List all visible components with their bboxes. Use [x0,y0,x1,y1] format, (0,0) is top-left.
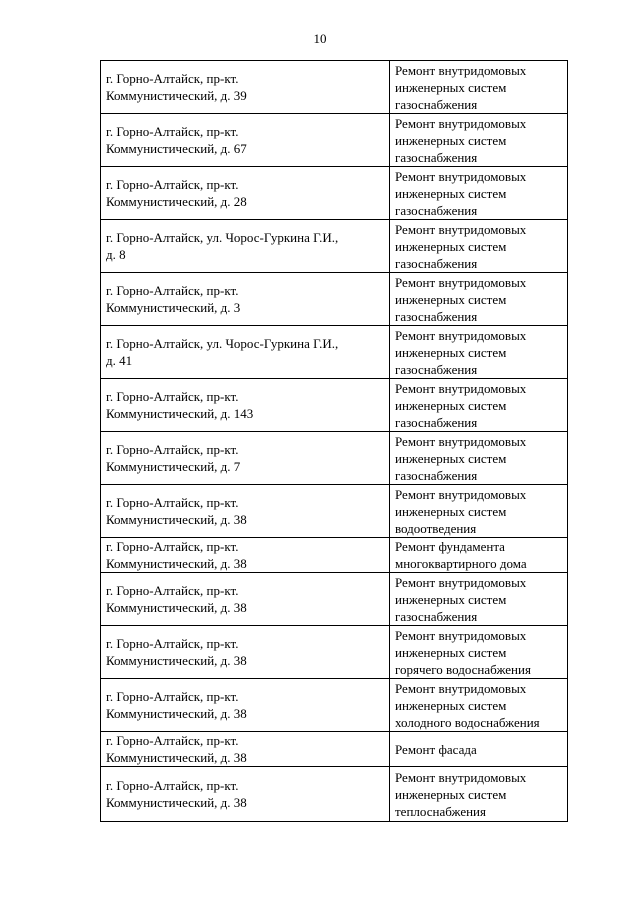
work-cell [390,61,568,114]
address-cell [101,679,390,732]
address-cell [101,732,390,767]
work-cell [390,326,568,379]
work-line: инженерных систем [395,132,507,148]
work-cell [390,114,568,167]
work-line: инженерных систем [395,697,507,713]
address-line: г. Горно-Алтайск, пр-кт. [106,177,239,192]
address-cell [101,485,390,538]
work-line: Ремонт внутридомовых [395,327,527,343]
address-cell [101,220,390,273]
work-line: водоотведения [395,520,477,536]
work-line: инженерных систем [395,450,507,466]
table-row [101,732,568,767]
work-line: инженерных систем [395,238,507,254]
work-line: инженерных систем [395,644,507,660]
work-line: Ремонт фасада [395,741,477,757]
work-line: Ремонт внутридомовых [395,627,527,643]
work-line: газоснабжения [395,467,478,483]
work-line: газоснабжения [395,96,478,112]
work-cell [390,538,568,573]
table-row [101,273,568,326]
work-line: Ремонт внутридомовых [395,221,527,237]
work-line: газоснабжения [395,414,478,430]
address-line: г. Горно-Алтайск, пр-кт. [106,539,239,554]
work-cell [390,432,568,485]
address-line: Коммунистический, д. 38 [106,795,247,810]
work-line: Ремонт внутридомовых [395,486,527,502]
table-row [101,61,568,114]
work-line: Ремонт внутридомовых [395,168,527,184]
address-line: Коммунистический, д. 67 [106,141,247,156]
address-cell [101,767,390,822]
work-line: газоснабжения [395,608,478,624]
work-line: газоснабжения [395,149,478,165]
address-line: г. Горно-Алтайск, пр-кт. [106,71,239,86]
address-line: Коммунистический, д. 38 [106,556,247,571]
work-line: газоснабжения [395,255,478,271]
works-table [100,60,568,822]
table-row [101,626,568,679]
address-cell [101,379,390,432]
table-row [101,167,568,220]
work-cell [390,732,568,767]
work-line: инженерных систем [395,79,507,95]
work-cell [390,573,568,626]
work-line: инженерных систем [395,291,507,307]
work-cell [390,767,568,822]
work-line: Ремонт фундамента [395,539,505,554]
work-line: Ремонт внутридомовых [395,433,527,449]
address-line: г. Горно-Алтайск, ул. Чорос-Гуркина Г.И., [106,336,339,351]
work-line: горячего водоснабжения [395,661,531,677]
address-line: г. Горно-Алтайск, пр-кт. [106,495,239,510]
address-line: г. Горно-Алтайск, пр-кт. [106,389,239,404]
work-line: Ремонт внутридомовых [395,380,527,396]
work-line: газоснабжения [395,308,478,324]
works-table-body [101,61,568,822]
work-line: Ремонт внутридомовых [395,62,527,78]
table-row [101,485,568,538]
work-line: Ремонт внутридомовых [395,769,527,785]
address-line: Коммунистический, д. 38 [106,706,247,721]
address-cell [101,61,390,114]
work-cell [390,273,568,326]
address-line: д. 41 [106,353,133,368]
work-line: Ремонт внутридомовых [395,274,527,290]
table-row [101,379,568,432]
address-line: Коммунистический, д. 143 [106,406,254,421]
address-line: г. Горно-Алтайск, пр-кт. [106,283,239,298]
work-cell [390,679,568,732]
table-row [101,114,568,167]
address-line: г. Горно-Алтайск, пр-кт. [106,689,239,704]
work-cell [390,167,568,220]
work-cell [390,626,568,679]
page-number: 10 [313,31,327,46]
address-cell [101,326,390,379]
work-line: теплоснабжения [395,803,486,819]
address-line: Коммунистический, д. 3 [106,300,241,315]
table-row [101,538,568,573]
work-line: инженерных систем [395,786,507,802]
work-line: инженерных систем [395,503,507,519]
address-cell [101,573,390,626]
address-line: Коммунистический, д. 38 [106,600,247,615]
address-cell [101,538,390,573]
work-line: инженерных систем [395,591,507,607]
work-line: Ремонт внутридомовых [395,680,527,696]
work-cell [390,379,568,432]
address-line: Коммунистический, д. 39 [106,88,247,103]
work-line: инженерных систем [395,344,507,360]
work-line: инженерных систем [395,185,507,201]
address-cell [101,626,390,679]
work-line: инженерных систем [395,397,507,413]
work-line: многоквартирного дома [395,556,527,571]
address-cell [101,114,390,167]
address-line: г. Горно-Алтайск, пр-кт. [106,778,239,793]
work-cell [390,220,568,273]
address-line: г. Горно-Алтайск, ул. Чорос-Гуркина Г.И., [106,230,339,245]
address-cell [101,167,390,220]
address-line: г. Горно-Алтайск, пр-кт. [106,733,239,748]
table-row [101,679,568,732]
address-line: г. Горно-Алтайск, пр-кт. [106,583,239,598]
address-line: д. 8 [106,247,126,262]
work-line: Ремонт внутридомовых [395,115,527,131]
table-row [101,432,568,485]
address-line: Коммунистический, д. 38 [106,750,247,765]
address-line: Коммунистический, д. 7 [106,459,241,474]
address-cell [101,432,390,485]
work-line: холодного водоснабжения [395,714,540,730]
table-row [101,573,568,626]
table-row [101,326,568,379]
address-line: г. Горно-Алтайск, пр-кт. [106,124,239,139]
work-cell [390,485,568,538]
work-line: газоснабжения [395,361,478,377]
table-row [101,220,568,273]
address-line: Коммунистический, д. 38 [106,653,247,668]
work-line: Ремонт внутридомовых [395,574,527,590]
address-line: г. Горно-Алтайск, пр-кт. [106,442,239,457]
address-cell [101,273,390,326]
address-line: Коммунистический, д. 28 [106,194,247,209]
table-row [101,767,568,822]
address-line: Коммунистический, д. 38 [106,512,247,527]
address-line: г. Горно-Алтайск, пр-кт. [106,636,239,651]
work-line: газоснабжения [395,202,478,218]
